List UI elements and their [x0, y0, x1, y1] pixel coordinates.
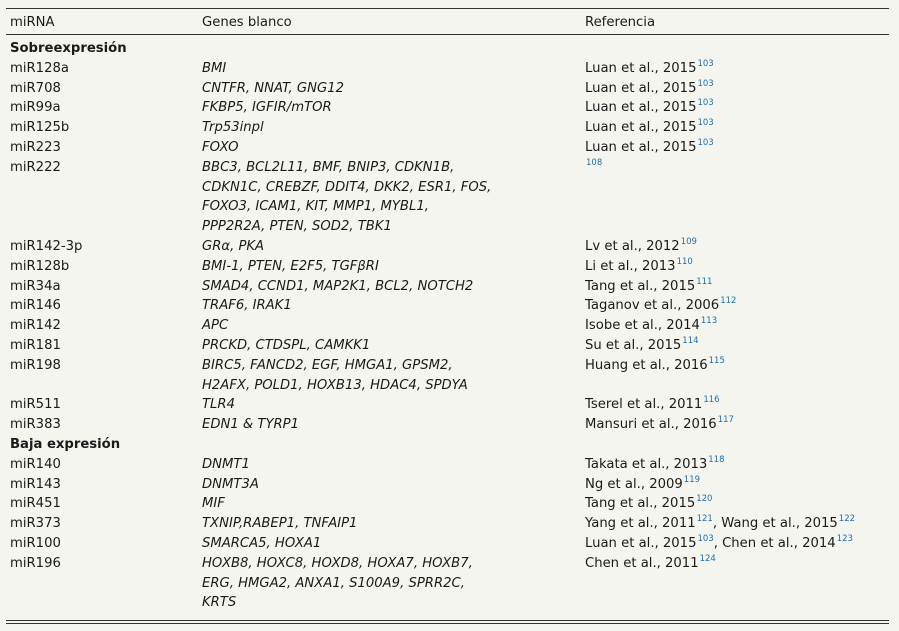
section-title: Sobreexpresión — [10, 41, 127, 56]
reference-text: Luan et al., 2015 — [585, 80, 697, 96]
reference-cell — [585, 415, 889, 435]
reference-cell — [585, 118, 889, 138]
reference-citation-link[interactable]: 121 — [696, 514, 713, 525]
table-row — [10, 455, 889, 475]
bottom-rule — [6, 620, 889, 621]
mirna-cell: miR128a — [10, 60, 69, 76]
genes-cell — [202, 158, 585, 237]
genes-line: CNTFR, NNAT, GNG12 — [202, 80, 345, 96]
reference-citation-link[interactable]: 118 — [708, 454, 725, 465]
mirna-cell: miR708 — [10, 80, 61, 96]
reference-citation-link[interactable]: 103 — [697, 78, 714, 89]
genes-cell — [202, 98, 585, 118]
reference-text: Tserel et al., 2011 — [585, 397, 703, 413]
reference-citation-link[interactable]: 122 — [838, 514, 856, 525]
reference-cell — [585, 475, 889, 495]
mirna-cell: miR383 — [10, 417, 61, 433]
genes-line: BMI-1, PTEN, E2F5, TGFβRI — [202, 258, 379, 274]
mirna-cell: miR451 — [10, 496, 61, 512]
reference-cell — [585, 158, 889, 237]
genes-cell — [202, 534, 585, 554]
reference-cell — [585, 138, 889, 158]
table-row — [10, 316, 889, 336]
genes-cell — [202, 79, 585, 99]
genes-line: TRAF6, IRAK1 — [202, 298, 292, 314]
header-genes: Genes blanco — [202, 15, 292, 30]
reference-cell — [585, 277, 889, 297]
genes-line: PRCKD, CTDSPL, CAMKK1 — [202, 337, 371, 353]
mirna-cell: miR181 — [10, 337, 61, 353]
reference-cell — [585, 98, 889, 118]
genes-line: HOXB8, HOXC8, HOXD8, HOXA7, HOXB7, — [202, 555, 473, 571]
table-row — [10, 395, 889, 415]
reference-text: Lv et al., 2012 — [585, 238, 680, 254]
reference-citation-link[interactable]: 112 — [720, 296, 737, 307]
genes-cell — [202, 494, 585, 514]
genes-line: H2AFX, POLD1, HOXB13, HDAC4, SPDYA — [202, 377, 468, 393]
reference-cell — [585, 79, 889, 99]
reference-text: Yang et al., 2011 — [585, 516, 696, 532]
reference-citation-link[interactable]: 114 — [682, 335, 699, 346]
reference-citation-link[interactable]: 117 — [717, 415, 734, 426]
genes-line: BMI — [202, 60, 227, 76]
table-row — [10, 79, 889, 99]
reference-text: , Wang et al., 2015 — [712, 516, 838, 532]
reference-cell — [585, 257, 889, 277]
table-body — [10, 39, 889, 613]
reference-text: Luan et al., 2015 — [585, 120, 697, 136]
reference-citation-link[interactable]: 108 — [586, 157, 603, 168]
reference-citation-link[interactable]: 123 — [836, 533, 853, 544]
genes-line: DNMT3A — [202, 476, 259, 492]
reference-citation-link[interactable]: 103 — [697, 98, 714, 109]
reference-cell — [585, 356, 889, 396]
genes-line: ERG, HMGA2, ANXA1, S100A9, SPRR2C, — [202, 575, 465, 591]
genes-cell — [202, 395, 585, 415]
mirna-cell: miR223 — [10, 139, 61, 155]
genes-cell — [202, 415, 585, 435]
genes-line: TXNIP,RABEP1, TNFAIP1 — [202, 516, 358, 532]
table-row — [10, 475, 889, 495]
reference-text: Li et al., 2013 — [585, 258, 676, 274]
reference-citation-link[interactable]: 120 — [696, 494, 713, 505]
table-row — [10, 277, 889, 297]
reference-text: Mansuri et al., 2016 — [585, 417, 717, 433]
table-row — [10, 158, 889, 237]
genes-line: APC — [202, 318, 229, 334]
reference-cell — [585, 336, 889, 356]
mirna-cell: miR142-3p — [10, 238, 83, 254]
mirna-cell: miR143 — [10, 476, 61, 492]
genes-line: FOXO3, ICAM1, KIT, MMP1, MYBL1, — [202, 199, 429, 215]
table-row — [10, 514, 889, 534]
genes-cell — [202, 336, 585, 356]
table-row — [10, 494, 889, 514]
genes-cell — [202, 296, 585, 316]
mirna-cell: miR99a — [10, 100, 61, 116]
reference-text: Luan et al., 2015 — [585, 535, 697, 551]
table-row — [10, 356, 889, 396]
genes-line: Trp53inpl — [202, 120, 264, 136]
reference-text: Chen et al., 2011 — [585, 555, 699, 571]
mirna-cell: miR196 — [10, 555, 61, 571]
bottom-rule-double — [6, 623, 889, 624]
table-row — [10, 257, 889, 277]
mirna-cell: miR142 — [10, 318, 61, 334]
mirna-cell: miR373 — [10, 516, 61, 532]
genes-line: TLR4 — [202, 397, 235, 413]
reference-cell — [585, 554, 889, 613]
genes-cell — [202, 514, 585, 534]
reference-citation-link[interactable]: 115 — [708, 355, 725, 366]
reference-citation-link[interactable]: 113 — [700, 316, 718, 327]
genes-cell — [202, 257, 585, 277]
genes-line: MIF — [202, 496, 225, 512]
reference-cell — [585, 455, 889, 475]
genes-cell — [202, 554, 585, 613]
table-row — [10, 237, 889, 257]
header-reference: Referencia — [585, 15, 656, 30]
genes-line: FKBP5, IGFIR/mTOR — [202, 100, 332, 116]
reference-text: Takata et al., 2013 — [585, 456, 708, 472]
table-row — [10, 415, 889, 435]
genes-line: CDKN1C, CREBZF, DDIT4, DKK2, ESR1, FOS, — [202, 179, 492, 195]
reference-cell — [585, 534, 889, 554]
genes-line: SMAD4, CCND1, MAP2K1, BCL2, NOTCH2 — [202, 278, 474, 294]
reference-cell — [585, 316, 889, 336]
genes-cell — [202, 356, 585, 396]
reference-citation-link[interactable]: 124 — [699, 553, 716, 564]
genes-line: BBC3, BCL2L11, BMF, BNIP3, CDKN1B, — [202, 159, 455, 175]
reference-text: Luan et al., 2015 — [585, 60, 697, 76]
table-row — [10, 59, 889, 79]
reference-citation-link[interactable]: 110 — [676, 256, 693, 267]
reference-citation-link[interactable]: 119 — [683, 474, 701, 485]
genes-line: KRTS — [202, 595, 237, 611]
table-row — [10, 296, 889, 316]
genes-line: GRα, PKA — [202, 238, 265, 254]
table-row — [10, 534, 889, 554]
reference-citation-link[interactable]: 103 — [697, 58, 714, 69]
mirna-cell: miR198 — [10, 357, 61, 373]
genes-line: SMARCA5, HOXA1 — [202, 535, 322, 551]
reference-text: Ng et al., 2009 — [585, 476, 683, 492]
mirna-cell: miR128b — [10, 258, 70, 274]
genes-cell — [202, 316, 585, 336]
mirna-cell: miR34a — [10, 278, 61, 294]
reference-citation-link[interactable]: 116 — [703, 395, 720, 406]
header-mirna: miRNA — [10, 15, 55, 30]
table-row — [10, 138, 889, 158]
top-rule — [6, 8, 889, 9]
reference-text: , Chen et al., 2014 — [713, 535, 836, 551]
mirna-cell: miR222 — [10, 159, 61, 175]
genes-line: BIRC5, FANCD2, EGF, HMGA1, GPSM2, — [202, 357, 453, 373]
reference-cell — [585, 395, 889, 415]
genes-line: FOXO — [202, 139, 239, 155]
genes-line: PPP2R2A, PTEN, SOD2, TBK1 — [202, 219, 392, 235]
genes-cell — [202, 277, 585, 297]
genes-line: DNMT1 — [202, 456, 250, 472]
mirna-cell: miR511 — [10, 397, 61, 413]
reference-cell — [585, 296, 889, 316]
table-row — [10, 98, 889, 118]
header-rule — [6, 34, 889, 35]
reference-text: Luan et al., 2015 — [585, 139, 697, 155]
genes-cell — [202, 237, 585, 257]
mirna-cell: miR100 — [10, 535, 61, 551]
reference-text: Su et al., 2015 — [585, 337, 682, 353]
reference-citation-link[interactable]: 103 — [697, 137, 714, 148]
table-row — [10, 336, 889, 356]
genes-cell — [202, 118, 585, 138]
reference-citation-link[interactable]: 111 — [696, 276, 713, 287]
reference-text: Tang et al., 2015 — [585, 496, 696, 512]
mirna-cell: miR140 — [10, 456, 61, 472]
reference-cell — [585, 514, 889, 534]
mirna-cell: miR125b — [10, 120, 70, 136]
reference-text: Taganov et al., 2006 — [585, 298, 720, 314]
genes-cell — [202, 475, 585, 495]
genes-cell — [202, 455, 585, 475]
table-row — [10, 554, 889, 613]
reference-citation-link[interactable]: 103 — [697, 533, 714, 544]
reference-citation-link[interactable]: 103 — [697, 118, 714, 129]
reference-text: Luan et al., 2015 — [585, 100, 697, 116]
reference-citation-link[interactable]: 109 — [680, 236, 697, 247]
genes-line: EDN1 & TYRP1 — [202, 417, 300, 433]
section-title: Baja expresión — [10, 436, 121, 452]
reference-text: Huang et al., 2016 — [585, 357, 708, 373]
mirna-cell: miR146 — [10, 298, 61, 314]
reference-text: Tang et al., 2015 — [585, 278, 696, 294]
reference-cell — [585, 494, 889, 514]
reference-text: Isobe et al., 2014 — [585, 318, 700, 334]
genes-cell — [202, 59, 585, 79]
table-row — [10, 118, 889, 138]
genes-cell — [202, 138, 585, 158]
reference-cell — [585, 59, 889, 79]
reference-cell — [585, 237, 889, 257]
